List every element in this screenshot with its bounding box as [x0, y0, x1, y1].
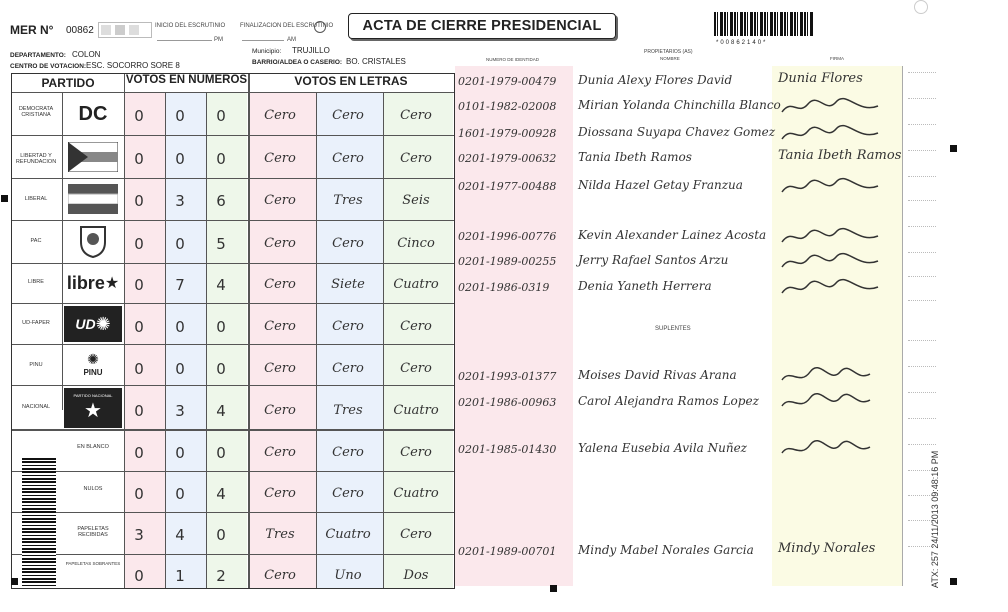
vote-number-cell: 0 [134, 360, 144, 378]
vote-number-cell: 0 [216, 360, 226, 378]
vote-word-cell: Tres [265, 527, 295, 542]
vote-word-cell: Cero [264, 445, 296, 460]
vote-word-cell: Cuatro [393, 277, 439, 292]
suplente-id: 0201-1989-00701 [458, 545, 557, 558]
side-stamp: ATX: 257 24/11/2013 09:48:16 PM [930, 450, 940, 588]
vote-number-cell: 3 [134, 526, 144, 544]
vote-word-cell: Cero [400, 445, 432, 460]
vote-number-cell: 4 [216, 276, 226, 294]
mer-number: 00862 [66, 25, 94, 36]
member-id: 0201-1979-00479 [458, 75, 557, 88]
vote-number-cell: 3 [175, 192, 185, 210]
party-icons-strip [98, 22, 152, 38]
mer-label: MER N° [10, 23, 54, 37]
role-label-line [908, 366, 936, 367]
vote-number-cell: 7 [175, 276, 185, 294]
vote-number-cell: 6 [216, 192, 226, 210]
vote-number-cell: 0 [175, 360, 185, 378]
member-name: Kevin Alexander Lainez Acosta [578, 228, 767, 242]
vote-number-cell: 0 [216, 150, 226, 168]
vote-number-cell: 1 [175, 567, 185, 585]
vote-number-cell: 0 [134, 150, 144, 168]
member-name: Nilda Hazel Getay Franzua [578, 178, 743, 192]
member-signature [778, 277, 888, 303]
vote-number-cell: 0 [216, 444, 226, 462]
reg-dot-bottom-mid [550, 585, 557, 592]
hline-r1 [12, 135, 454, 136]
vote-number-cell: 4 [175, 526, 185, 544]
hline-header [12, 92, 454, 93]
vote-word-cell: Cinco [397, 236, 435, 251]
member-signature [778, 123, 888, 149]
member-name: Dunia Alexy Flores David [578, 73, 733, 87]
vote-number-cell: 0 [134, 567, 144, 585]
hline-r11 [12, 554, 454, 555]
party-name-pinu: PINU [29, 362, 43, 368]
pac-shield-icon [64, 224, 122, 258]
member-name: Denia Yaneth Herrera [578, 279, 712, 293]
hline-r8 [12, 429, 454, 431]
centro-value: ESC. SOCORRO SORE 8 [86, 61, 180, 70]
role-label-line [908, 444, 936, 445]
vline-w1 [316, 92, 317, 588]
member-signature [778, 251, 888, 277]
vote-word-cell: Cero [264, 151, 296, 166]
pinu-logo-icon: ✺ PINU [83, 351, 103, 377]
vote-word-cell: Cero [264, 193, 296, 208]
barrio-label: BARRIO/ALDEA O CASERIO: [252, 59, 343, 66]
vote-word-cell: Cero [264, 486, 296, 501]
col-firma-label: FIRMA [830, 56, 844, 61]
vote-word-cell: Cero [264, 236, 296, 251]
vote-word-cell: Seis [402, 193, 430, 208]
vote-word-cell: Cero [264, 319, 296, 334]
barcode-text: *00862140* [716, 40, 768, 46]
role-label-line [908, 226, 936, 227]
hline-r9 [12, 471, 454, 472]
vote-number-cell: 0 [134, 485, 144, 503]
member-id: 0201-1979-00632 [458, 152, 557, 165]
vote-number-cell: 0 [175, 485, 185, 503]
member-signature [778, 176, 888, 202]
vote-number-cell: 0 [175, 150, 185, 168]
vote-number-cell: 4 [216, 402, 226, 420]
col-propietarios-label: PROPIETARIOS (AS) [644, 49, 693, 55]
nacional-logo-icon: PARTIDO NACIONAL ★ [64, 388, 122, 428]
role-label-line [908, 200, 936, 201]
vote-number-cell: 0 [216, 526, 226, 544]
final-am: AM [287, 37, 296, 43]
vote-number-cell: 0 [175, 107, 185, 125]
hline-r10 [12, 512, 454, 513]
party-name-dc: DEMOCRATA CRISTIANA [18, 106, 54, 118]
numeros-header: VOTOS EN NUMEROS [125, 74, 248, 86]
vote-number-cell: 0 [134, 276, 144, 294]
vote-word-cell: Uno [334, 568, 362, 583]
vote-number-cell: 0 [134, 192, 144, 210]
member-id: 0201-1989-00255 [458, 255, 557, 268]
vote-number-cell: 0 [134, 235, 144, 253]
hline-r3 [12, 220, 454, 221]
vote-number-cell: 0 [134, 402, 144, 420]
member-name: Jerry Rafael Santos Arzu [578, 253, 729, 267]
member-id: 0201-1977-00488 [458, 180, 557, 193]
municipio-label: Municipio: [252, 48, 282, 55]
row-name-recibidas: PAPELETAS RECIBIDAS [77, 526, 109, 538]
member-id: 0101-1982-02008 [458, 100, 557, 113]
party-name-libre: LIBRE [28, 279, 44, 285]
reg-dot-right-mid [950, 145, 957, 152]
member-signature: Tania Ibeth Ramos [778, 148, 902, 163]
vote-word-cell: Cero [400, 151, 432, 166]
row-name-sobrantes: PAPELETAS SOBRANTES [65, 561, 121, 566]
vote-word-cell: Cuatro [393, 486, 439, 501]
vote-word-cell: Cero [332, 108, 364, 123]
vote-number-cell: 5 [216, 235, 226, 253]
member-name: Tania Ibeth Ramos [578, 150, 692, 164]
reg-dot-left-bottom [11, 578, 18, 585]
role-label-line [908, 276, 936, 277]
vote-word-cell: Cero [400, 361, 432, 376]
libertad-flag-icon [64, 140, 122, 174]
member-id: 0201-1986-0319 [458, 281, 550, 294]
role-label-line [908, 252, 936, 253]
role-label-line [908, 392, 936, 393]
vote-word-cell: Cero [264, 403, 296, 418]
inicio-line [157, 40, 212, 41]
suplente-signature [778, 439, 878, 465]
hline-r7 [12, 385, 454, 386]
partido-header: PARTIDO [41, 76, 95, 90]
role-label-line [908, 124, 936, 125]
departamento-label: DEPARTAMENTO: [10, 52, 66, 59]
vote-word-cell: Cero [332, 236, 364, 251]
suplentes-label: SUPLENTES [655, 326, 691, 332]
centro-label: CENTRO DE VOTACION: [10, 63, 87, 70]
vote-word-cell: Cero [332, 319, 364, 334]
reg-dot-right-bottom [950, 578, 957, 585]
suplente-id: 0201-1986-00963 [458, 396, 557, 409]
vote-number-cell: 0 [134, 318, 144, 336]
blue-col-5 [316, 92, 383, 588]
role-label-line [908, 340, 936, 341]
inicio-label: INICIO DEL ESCRUTINIO [155, 23, 226, 29]
vote-word-cell: Cero [332, 486, 364, 501]
vote-number-cell: 3 [175, 402, 185, 420]
barcode [714, 12, 814, 36]
green-col-6 [383, 92, 453, 588]
municipio-value: TRUJILLO [292, 46, 330, 55]
vote-word-cell: Cero [332, 151, 364, 166]
suplente-name: Mindy Mabel Norales Garcia [578, 543, 754, 557]
member-name: Mirian Yolanda Chinchilla Blanco [578, 98, 781, 112]
vote-word-cell: Dos [403, 568, 429, 583]
suplente-signature [778, 366, 878, 392]
suplente-name: Moises David Rivas Arana [578, 368, 737, 382]
vote-word-cell: Cuatro [393, 403, 439, 418]
role-label-line [908, 98, 936, 99]
vote-word-cell: Cero [400, 108, 432, 123]
barrio-value: BO. CRISTALES [346, 57, 406, 66]
hline-r5 [12, 303, 454, 304]
dc-logo-icon: DC [78, 102, 108, 125]
suplente-signature [778, 392, 878, 418]
party-name-ud: UD-FAPER [22, 320, 50, 326]
member-signature: Dunia Flores [778, 71, 863, 86]
suplente-id: 0201-1985-01430 [458, 443, 557, 456]
member-signature [778, 226, 888, 252]
suplente-id: 0201-1993-01377 [458, 370, 557, 383]
member-id: 0201-1996-00776 [458, 230, 557, 243]
vote-word-cell: Cero [264, 277, 296, 292]
corner-mark [914, 0, 928, 14]
hline-r4 [12, 263, 454, 264]
pink-col-4 [249, 92, 316, 588]
vote-word-cell: Cero [332, 445, 364, 460]
role-label-line [908, 300, 936, 301]
final-line [242, 40, 284, 41]
reg-dot-left-mid [1, 195, 8, 202]
role-label-line [908, 72, 936, 73]
letras-header: VOTOS EN LETRAS [294, 74, 408, 88]
party-name-nacional: NACIONAL [21, 404, 51, 410]
vote-word-cell: Tres [333, 403, 363, 418]
liberal-flag-icon [64, 182, 122, 216]
vote-number-cell: 0 [216, 107, 226, 125]
member-name: Diossana Suyapa Chavez Gomez [578, 125, 776, 139]
col-identidad-label: NUMERO DE IDENTIDAD [486, 57, 540, 62]
hline-r2 [12, 178, 454, 179]
role-label-line [908, 150, 936, 151]
checkbox-circle [314, 21, 326, 33]
libre-logo-icon: libre ★ [66, 272, 120, 293]
vote-number-cell: 4 [216, 485, 226, 503]
vote-number-cell: 0 [134, 107, 144, 125]
suplente-name: Yalena Eusebia Avila Nuñez [578, 441, 748, 455]
party-name-liberal: LIBERAL [24, 196, 48, 202]
vote-word-cell: Cero [264, 361, 296, 376]
vote-number-cell: 0 [175, 444, 185, 462]
vote-word-cell: Cero [400, 527, 432, 542]
hline-r6 [12, 344, 454, 345]
vote-number-cell: 0 [175, 235, 185, 253]
role-label-line [908, 418, 936, 419]
party-name-pac: PAC [30, 238, 42, 244]
vote-word-cell: Cero [264, 568, 296, 583]
vline-w2 [383, 92, 384, 588]
vote-number-cell: 0 [175, 318, 185, 336]
inicio-pm: PM [214, 37, 223, 43]
vote-word-cell: Siete [331, 277, 365, 292]
vline-logo [62, 92, 63, 410]
col-nombre-label: NOMBRE [660, 56, 680, 61]
ud-logo-icon: UD ✺ [64, 306, 122, 342]
vote-word-cell: Cero [332, 361, 364, 376]
member-signature [778, 96, 888, 122]
left-barcode [22, 458, 56, 586]
vote-number-cell: 0 [216, 318, 226, 336]
suplente-signature: Mindy Norales [778, 541, 876, 556]
member-id: 1601-1979-00928 [458, 127, 557, 140]
vote-word-cell: Cero [264, 108, 296, 123]
vote-word-cell: Cero [400, 319, 432, 334]
row-name-nulos: NULOS [83, 486, 103, 492]
vote-number-cell: 0 [134, 444, 144, 462]
row-name-blanco: EN BLANCO [77, 444, 109, 450]
suplente-name: Carol Alejandra Ramos Lopez [578, 394, 759, 408]
party-name-libertad: LIBERTAD Y REFUNDACION [15, 153, 57, 165]
vote-number-cell: 2 [216, 567, 226, 585]
vote-word-cell: Tres [333, 193, 363, 208]
page-title: ACTA DE CIERRE PRESIDENCIAL [348, 13, 616, 39]
role-label-line [908, 176, 936, 177]
vote-word-cell: Cuatro [325, 527, 371, 542]
final-label: FINALIZACION DEL ESCRUTINIO [240, 23, 334, 29]
departamento-value: COLON [72, 50, 101, 59]
